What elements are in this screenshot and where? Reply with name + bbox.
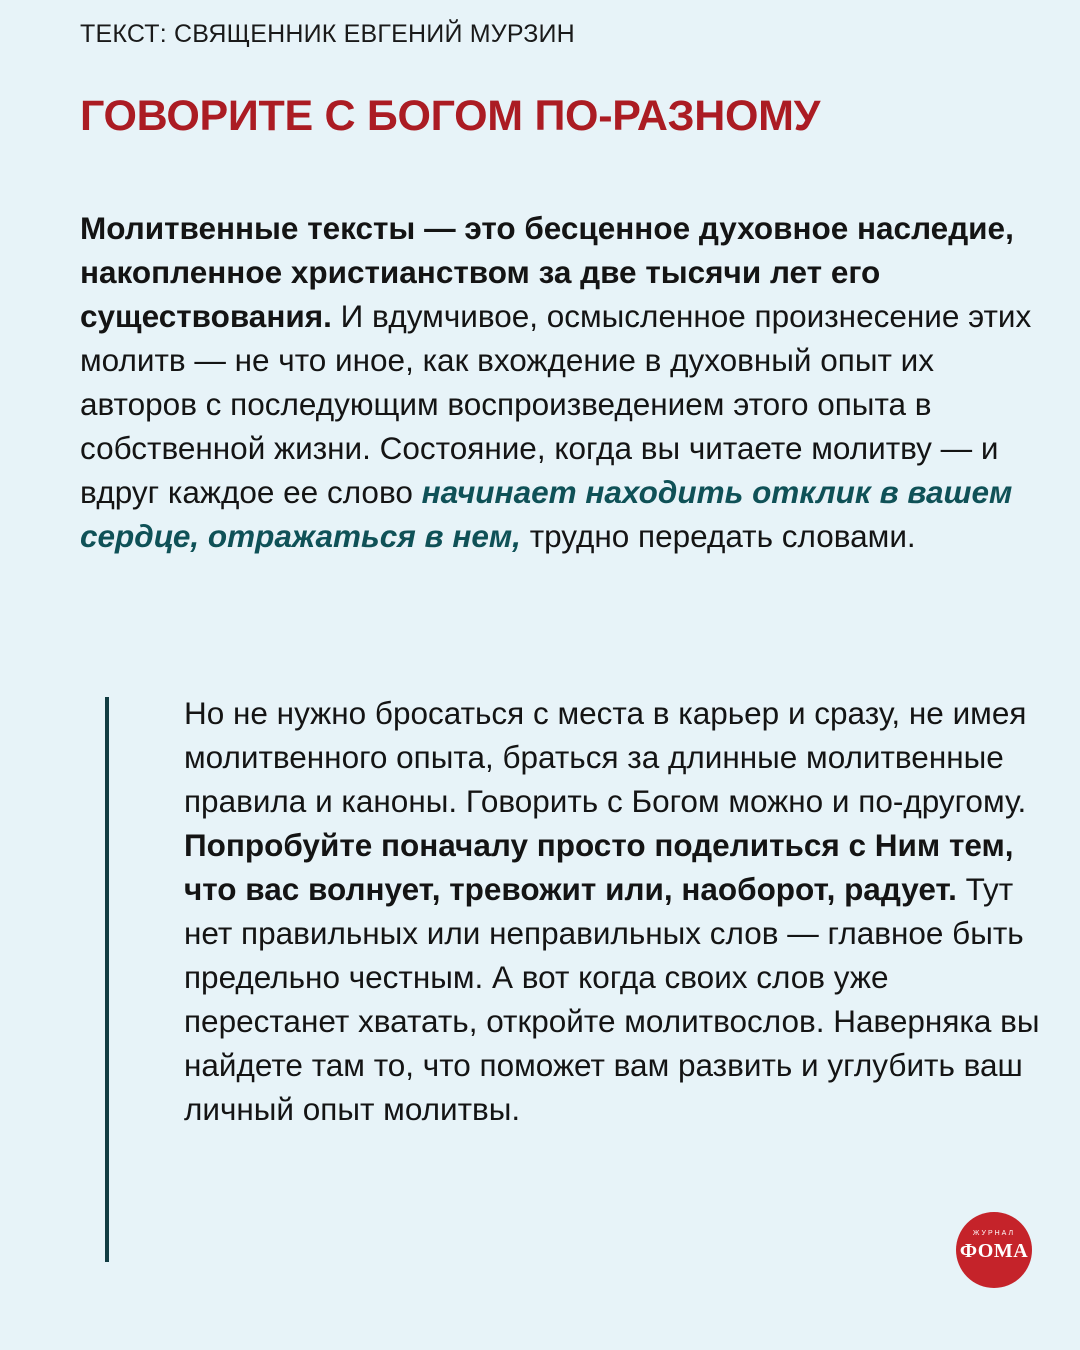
lead-accent-text: начинает находить отклик в вашем сердце, отражаться в нем,: [80, 474, 1013, 554]
lead-bold-text: Молитвенные тексты — это бесценное духовное наследие, накопленное христианством за две тысячи лет его существования.: [80, 210, 1014, 334]
quote-plain-text-1: Но не нужно бросаться с места в карьер и сразу, не имея молитвенного опыта, браться за длинные молитвенные правила и каноны. Говорить с Богом можно и по-другому.: [184, 695, 1027, 819]
quote-bold-text: Попробуйте поначалу просто поделиться с Ним тем, что вас волнует, тревожит или, наоборот, радует.: [184, 827, 1014, 907]
quote-paragraph: [184, 691, 1044, 1131]
logo-journal-label: ЖУРНАЛ: [972, 1230, 1016, 1237]
lead-end-text: трудно передать словами.: [520, 518, 916, 554]
quote-bar: [105, 697, 109, 1262]
article-title: ГОВОРИТЕ С БОГОМ ПО-РАЗНОМУ: [80, 92, 821, 140]
author-byline: ТЕКСТ: СВЯЩЕННИК ЕВГЕНИЙ МУРЗИН: [80, 20, 575, 48]
lead-plain-text: И вдумчивое, осмысленное произнесение этих молитв — не что иное, как вхождение в духовный опыт их авторов с последующим воспроизведением этого опыта в собственной жизни. Состояние, когда вы читаете молитву — и вдруг каждое ее слово: [80, 298, 1032, 510]
foma-logo: [956, 1212, 1032, 1288]
logo-name: ФОМА: [959, 1240, 1029, 1262]
lead-paragraph: [80, 206, 1040, 558]
quote-plain-text-2: Тут нет правильных или неправильных слов — главное быть предельно честным. А вот когда своих слов уже перестанет хватать, откройте молитвослов. Наверняка вы найдете там то, что поможет вам развить и углубить ваш личный опыт молитвы.: [184, 871, 1040, 1127]
